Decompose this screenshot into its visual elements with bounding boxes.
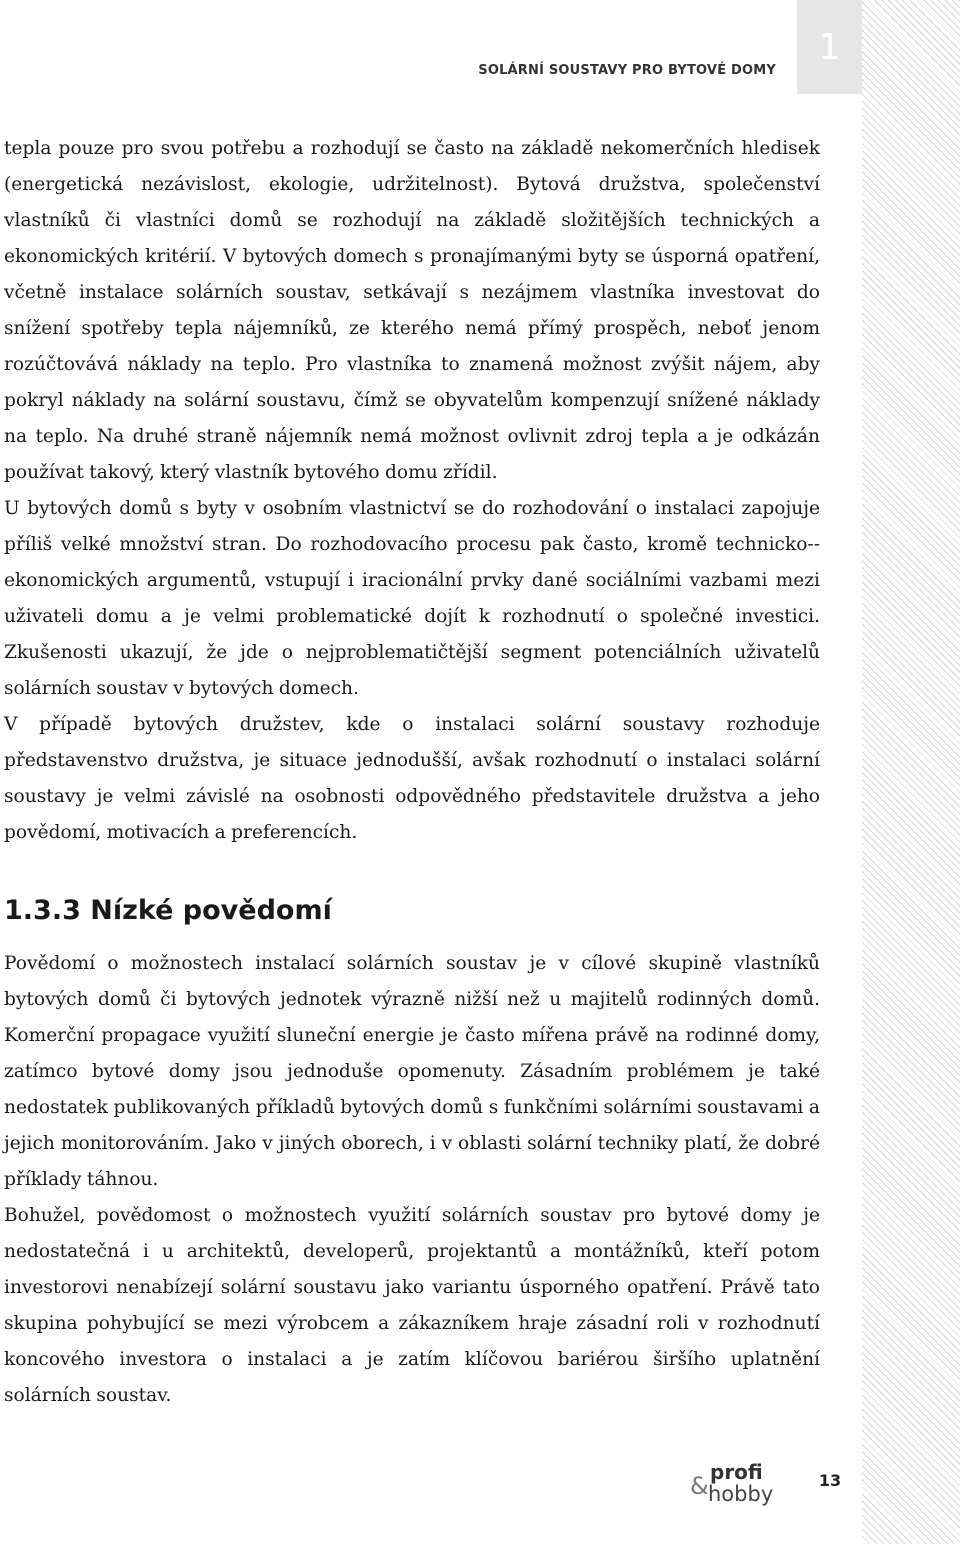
- margin-hatch-pattern: [862, 0, 960, 1544]
- body-paragraph: Povědomí o možnostech instalací solárních soustav je v cílové skupině vlastníků bytových domů či bytových jednotek výrazně nižší než u majitelů rodinných domů. Komerční propagace využití sluneční energie je často mířena právě na rodinné domy, zatímco bytové domy jsou jednoduše opomenuty. Zásadním problémem je také nedostatek publikovaných příkladů bytových domů s funkčními solárními soustavami a jejich monitorováním. Jako v jiných oborech, i v oblasti solární techniky platí, že dobré příklady táhnou.: [4, 953, 820, 1190]
- body-paragraph: tepla pouze pro svou potřebu a rozhodují se často na základě nekomerčních hledisek (energetická nezávislost, ekologie, udržitelnost). Bytová družstva, společenství vlastníků či vlastníci domů se rozhodují na základě složitějších technických a ekonomických kritérií. V bytových domech s pronajímanými byty se úsporná opatření, včetně instalace solárních soustav, setkávají s nezájmem vlastníka investovat do snížení spotřeby tepla nájemníků, ze kterého nemá přímý prospěch, neboť jenom rozúčtovává náklady na teplo. Pro vlastníka to znamená možnost zvýšit nájem, aby pokryl náklady na solární soustavu, čímž se obyvatelům kompenzují snížené náklady na teplo. Na druhé straně nájemník nemá možnost ovlivnit zdroj tepla a je odkázán používat takový, který vlastník bytového domu zřídil.: [4, 138, 820, 483]
- page-number: 13: [806, 1466, 854, 1496]
- chapter-number-tab: 1: [797, 0, 862, 94]
- logo-hobby-text: hobby: [708, 1482, 774, 1506]
- logo-ampersand: &: [690, 1472, 709, 1500]
- section-heading: 1.3.3 Nízké povědomí: [4, 895, 332, 926]
- running-header-title: SOLÁRNÍ SOUSTAVY PRO BYTOVÉ DOMY: [478, 63, 776, 78]
- profi-hobby-logo: [690, 1460, 772, 1508]
- logo-profi-text: profi: [710, 1460, 763, 1484]
- page-content: [4, 131, 820, 1414]
- body-paragraph: V případě bytových družstev, kde o instalaci solární soustavy rozhoduje představenstvo družstva, je situace jednodušší, avšak rozhodnutí o instalaci solární soustavy je velmi závislé na osobnosti odpovědného představitele družstva a jeho povědomí, motivacích a preferencích.: [4, 714, 820, 843]
- body-paragraph: U bytových domů s byty v osobním vlastnictví se do rozhodování o instalaci zapojuje příliš velké množství stran. Do rozhodovacího procesu pak často, kromě technicko--ekonomických argumentů, vstupují i iracionální prvky dané sociálními vazbami mezi uživateli domu a je velmi problematické dojít k rozhodnutí o společné investici. Zkušenosti ukazují, že jde o nejproblematičtější segment potenciálních uživatelů solárních soustav v bytových domech.: [4, 498, 820, 699]
- body-paragraph: Bohužel, povědomost o možnostech využití solárních soustav pro bytové domy je nedostatečná i u architektů, developerů, projektantů a montážníků, kteří potom investorovi nenabízejí solární soustavu jako variantu úsporného opatření. Právě tato skupina pohybující se mezi výrobcem a zákazníkem hraje zásadní roli v rozhodnutí koncového investora o instalaci a je zatím klíčovou bariérou širšího uplatnění solárních soustav.: [4, 1205, 820, 1406]
